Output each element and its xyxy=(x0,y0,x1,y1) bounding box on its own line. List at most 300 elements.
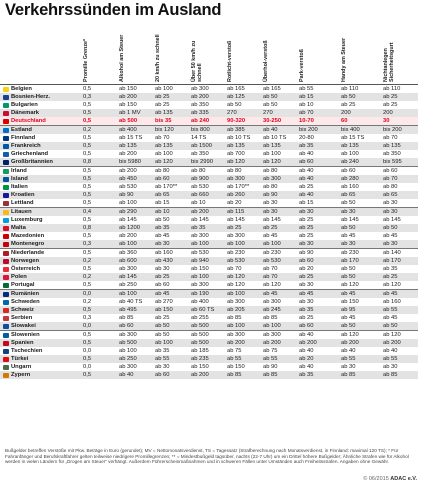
table-cell: ab 55 xyxy=(263,356,278,362)
table-cell: ab 25 xyxy=(299,233,314,239)
table-cell: 0,5 xyxy=(83,102,92,108)
table-cell: ab 600 xyxy=(119,258,137,264)
column-header xyxy=(341,22,351,84)
table-cell: ab 45 xyxy=(341,233,356,239)
table-cell: ab 530 xyxy=(191,184,209,190)
table-cell: ab 150 xyxy=(119,102,137,108)
table-cell: ab 85 xyxy=(263,372,278,378)
column-header xyxy=(119,22,129,84)
table-row xyxy=(0,355,418,363)
table-cell: ab 300 xyxy=(227,332,245,338)
table-cell: ab 30 xyxy=(341,209,356,215)
table-cell: ab 70 xyxy=(155,135,170,141)
flag-icon xyxy=(3,152,9,157)
table-cell: ab 30 xyxy=(155,241,170,247)
copyright-text: © 06/2015 xyxy=(363,476,389,482)
table-cell: ab 100 xyxy=(263,241,281,247)
flag-icon xyxy=(3,365,9,370)
table-cell: ab 90 xyxy=(263,192,278,198)
table-cell: ab 50 xyxy=(341,200,356,206)
table-cell: ab 60 xyxy=(119,323,134,329)
table-cell: 0,3 xyxy=(83,241,92,247)
table-cell: ab 120 xyxy=(227,159,245,165)
table-cell: bis 5980 xyxy=(119,159,141,165)
table-row xyxy=(0,273,418,281)
table-cell: 0,2 xyxy=(83,258,92,264)
column-header-label: Über 50 km/h zu schnell xyxy=(191,40,203,82)
table-cell: ab 495 xyxy=(119,307,137,313)
table-cell: ab 300 xyxy=(119,266,137,272)
table-cell: ab 25 xyxy=(299,225,314,231)
table-cell: ab 30 xyxy=(383,364,398,370)
table-cell: ab 30 xyxy=(299,241,314,247)
table-row xyxy=(0,158,418,166)
table-cell: ab 300 xyxy=(263,299,281,305)
table-cell: ab 25 xyxy=(341,102,356,108)
table-cell: ab 60 xyxy=(155,372,170,378)
table-cell: ab 530 xyxy=(263,258,281,264)
table-cell: 30 xyxy=(383,118,390,124)
flag-icon xyxy=(3,373,9,378)
table-cell: ab 70 xyxy=(263,266,278,272)
country-name: Schweiz xyxy=(11,307,34,313)
table-cell: ab 185 xyxy=(191,348,209,354)
table-cell: ab 25 xyxy=(383,94,398,100)
country-name: Malta xyxy=(11,225,26,231)
country-name: Griechenland xyxy=(11,151,49,157)
flag-icon xyxy=(3,169,9,174)
table-cell: ab 170 xyxy=(341,258,359,264)
table-cell: ab 85 xyxy=(227,315,242,321)
table-cell: ab 100 xyxy=(263,151,281,157)
table-cell: ab 385 xyxy=(227,127,245,133)
table-cell: 0,5 xyxy=(83,192,92,198)
table-cell: 0,5 xyxy=(83,282,92,288)
table-cell: bis 595 xyxy=(383,159,402,165)
flag-icon xyxy=(3,87,9,92)
table-cell: 0,5 xyxy=(83,340,92,346)
country-name: Frankreich xyxy=(11,143,41,149)
table-row xyxy=(0,142,418,150)
table-row xyxy=(0,298,418,306)
table-cell: 0,5 xyxy=(83,135,92,141)
column-header xyxy=(299,22,309,84)
table-cell: ab 135 xyxy=(155,143,173,149)
table-cell: ab 430 xyxy=(155,258,173,264)
table-cell: ab 40 xyxy=(119,372,134,378)
table-row xyxy=(0,232,418,240)
table-cell: ab 25 xyxy=(383,102,398,108)
table-row xyxy=(0,207,418,216)
table-cell: ab 15 xyxy=(155,200,170,206)
table-cell: ab 30 xyxy=(263,200,278,206)
table-cell: 0,5 xyxy=(83,250,92,256)
table-cell: ab 200 xyxy=(119,94,137,100)
table-cell: ab 40 xyxy=(299,151,314,157)
table-cell: ab 100 xyxy=(119,348,137,354)
table-cell: ab 25 xyxy=(383,274,398,280)
flag-icon xyxy=(3,242,9,247)
table-cell: ab 450 xyxy=(119,176,137,182)
table-cell: 10-70 xyxy=(299,118,314,124)
table-cell: ab 55 xyxy=(155,356,170,362)
table-cell: ab 300 xyxy=(227,299,245,305)
table-cell: 0,5 xyxy=(83,143,92,149)
table-cell: ab 70 xyxy=(299,110,314,116)
table-cell: ab 95 xyxy=(341,307,356,313)
table-cell: ab 120 xyxy=(155,159,173,165)
table-cell: ab 55 xyxy=(341,356,356,362)
table-cell: ab 290 xyxy=(119,209,137,215)
table-cell: ab 500 xyxy=(191,340,209,346)
table-cell: ab 230 xyxy=(341,250,359,256)
table-cell: ab 25 xyxy=(299,274,314,280)
table-cell: ab 660 xyxy=(191,192,209,198)
table-cell: ab 530 xyxy=(227,258,245,264)
table-cell: ab 100 xyxy=(227,291,245,297)
table-cell: ab 200 xyxy=(191,94,209,100)
table-row xyxy=(0,93,418,101)
table-cell: ab 100 xyxy=(155,86,173,92)
column-header-label: Park-verstoß xyxy=(299,49,305,82)
table-cell: ab 500 xyxy=(191,323,209,329)
table-cell: ab 100 xyxy=(119,241,137,247)
table-row xyxy=(0,134,418,142)
table-cell: ab 145 xyxy=(341,217,359,223)
flag-icon xyxy=(3,177,9,182)
flag-icon xyxy=(3,111,9,116)
flag-icon xyxy=(3,283,9,288)
table-cell: bis 200 xyxy=(299,127,318,133)
table-cell: ab 25 xyxy=(155,315,170,321)
country-name: Slowakei xyxy=(11,323,36,329)
flag-icon xyxy=(3,210,9,215)
flag-icon xyxy=(3,316,9,321)
table-cell: ab 10 xyxy=(191,200,206,206)
table-cell: bis 400 xyxy=(341,127,360,133)
table-cell: ab 300 xyxy=(191,282,209,288)
table-cell: ab 300 xyxy=(191,86,209,92)
table-cell: ab 45 xyxy=(341,315,356,321)
table-cell: ab 30 xyxy=(263,209,278,215)
table-cell: ab 45 xyxy=(383,315,398,321)
table-cell: ab 10 TS xyxy=(227,135,251,141)
table-row xyxy=(0,289,418,298)
table-cell: ab 120 xyxy=(383,332,401,338)
column-header-label: Promille Grenze* xyxy=(83,38,89,82)
table-cell: ab 25 xyxy=(155,102,170,108)
table-cell: ab 35 xyxy=(191,225,206,231)
table-cell: ab 150 xyxy=(191,266,209,272)
table-cell: ab 115 xyxy=(227,209,245,215)
table-cell: ab 50 xyxy=(383,225,398,231)
table-cell: 270 xyxy=(263,110,273,116)
table-cell: ab 150 xyxy=(119,86,137,92)
flag-icon xyxy=(3,136,9,141)
table-cell: ab 35 xyxy=(155,225,170,231)
table-cell: 30-250 xyxy=(263,118,282,124)
table-row xyxy=(0,363,418,371)
table-cell: ab 1200 xyxy=(119,225,140,231)
table-cell: ab 40 xyxy=(299,192,314,198)
flag-icon xyxy=(3,234,9,239)
flag-icon xyxy=(3,193,9,198)
table-cell: ab 145 xyxy=(383,217,401,223)
country-name: Serbien xyxy=(11,315,33,321)
table-cell: ab 25 xyxy=(299,184,314,190)
table-cell: ab 40 TS xyxy=(119,299,143,305)
table-cell: ab 25 xyxy=(263,225,278,231)
table-cell: ab 1 MV xyxy=(119,110,141,116)
table-row xyxy=(0,306,418,314)
table-cell: ab 45 xyxy=(341,291,356,297)
table-cell: ab 300 xyxy=(263,332,281,338)
table-cell: ab 40 xyxy=(299,364,314,370)
table-cell: ab 30 xyxy=(299,282,314,288)
table-row xyxy=(0,150,418,158)
table-cell: ab 300 xyxy=(119,332,137,338)
table-cell: ab 100 xyxy=(155,151,173,157)
table-cell: ab 70 xyxy=(383,135,398,141)
flag-icon xyxy=(3,185,9,190)
table-cell: ab 60 xyxy=(383,168,398,174)
table-cell: ab 50 xyxy=(341,94,356,100)
table-cell: ab 45 xyxy=(383,233,398,239)
table-cell: bis 200 xyxy=(383,127,402,133)
table-cell: 60 xyxy=(341,118,348,124)
table-cell: ab 300 xyxy=(263,176,281,182)
country-name: Zypern xyxy=(11,372,31,378)
table-cell: 0,5 xyxy=(83,332,92,338)
column-header xyxy=(383,22,393,84)
table-cell: ab 205 xyxy=(227,307,245,313)
table-cell: 0,5 xyxy=(83,110,92,116)
table-cell: ab 80 xyxy=(191,168,206,174)
table-cell: ab 200 xyxy=(341,340,359,346)
column-header-label: Überhol-verstoß xyxy=(263,40,269,82)
table-cell: ab 20 xyxy=(299,266,314,272)
flag-icon xyxy=(3,357,9,362)
table-cell: ab 200 xyxy=(383,340,401,346)
table-cell: ab 150 xyxy=(227,364,245,370)
table-cell: 0,5 xyxy=(83,200,92,206)
fines-table xyxy=(0,85,418,379)
country-name: Polen xyxy=(11,274,27,280)
table-cell: ab 100 xyxy=(227,323,245,329)
table-cell: 20-80 xyxy=(299,135,314,141)
column-header xyxy=(83,22,93,84)
table-cell: ab 250 xyxy=(119,282,137,288)
table-cell: ab 40 xyxy=(299,168,314,174)
table-cell: ab 230 xyxy=(227,250,245,256)
table-cell: ab 40 xyxy=(299,348,314,354)
table-cell: 0,4 xyxy=(83,209,92,215)
country-name: Spanien xyxy=(11,340,34,346)
table-cell: ab 45 xyxy=(299,291,314,297)
table-cell: ab 50 xyxy=(155,323,170,329)
table-cell: ab 40 xyxy=(263,127,278,133)
country-name: Slowenien xyxy=(11,332,40,338)
table-cell: ab 135 xyxy=(263,143,281,149)
table-cell: ab 60 xyxy=(299,323,314,329)
table-cell: ab 240 xyxy=(191,118,210,124)
table-cell: ab 150 xyxy=(341,299,359,305)
table-cell: ab 30 xyxy=(155,266,170,272)
country-name: Norwegen xyxy=(11,258,40,264)
table-cell: ab 35 xyxy=(299,372,314,378)
table-cell: ab 15 TS xyxy=(119,135,143,141)
table-cell: 0,3 xyxy=(83,315,92,321)
table-cell: ab 15 TS xyxy=(341,135,365,141)
table-cell: ab 10 xyxy=(155,209,170,215)
table-cell: ab 30 xyxy=(299,299,314,305)
column-header xyxy=(263,22,273,84)
table-cell: ab 200 xyxy=(119,151,137,157)
table-cell: 0,5 xyxy=(83,233,92,239)
table-cell: ab 85 xyxy=(341,372,356,378)
table-cell: ab 25 xyxy=(299,315,314,321)
table-cell: ab 100 xyxy=(263,323,281,329)
table-cell: 0,5 xyxy=(83,307,92,313)
column-header xyxy=(191,22,201,84)
country-name: Türkei xyxy=(11,356,29,362)
table-cell: ab 100 xyxy=(227,241,245,247)
table-cell: ab 120 xyxy=(263,282,281,288)
table-cell: ab 165 xyxy=(263,86,281,92)
flag-icon xyxy=(3,275,9,280)
table-cell: 0,2 xyxy=(83,127,92,133)
table-cell: ab 170** xyxy=(227,184,250,190)
table-cell: ab 120 xyxy=(341,282,359,288)
country-name: Rumänien xyxy=(11,291,40,297)
country-name: Kroatien xyxy=(11,192,35,198)
table-cell: ab 50 xyxy=(383,323,398,329)
flag-icon xyxy=(3,103,9,108)
table-cell: ab 75 xyxy=(263,348,278,354)
table-cell: 0,0 xyxy=(83,348,92,354)
table-cell: ab 150 xyxy=(155,307,173,313)
column-header-label: Alkohol am Steuer xyxy=(119,34,125,82)
table-cell: ab 55 xyxy=(383,307,398,313)
table-cell: ab 25 xyxy=(227,225,242,231)
table-cell: ab 60 xyxy=(299,258,314,264)
table-cell: ab 65 xyxy=(155,192,170,198)
flag-icon xyxy=(3,324,9,329)
flag-icon xyxy=(3,259,9,264)
table-cell: ab 940 xyxy=(191,258,209,264)
table-cell: ab 85 xyxy=(227,372,242,378)
table-cell: ab 120 xyxy=(227,274,245,280)
table-cell: ab 230 xyxy=(263,250,281,256)
table-row xyxy=(0,248,418,257)
country-name: Portugal xyxy=(11,282,35,288)
table-row xyxy=(0,265,418,273)
table-cell: 0,2 xyxy=(83,274,92,280)
table-cell: 200 xyxy=(383,110,393,116)
country-name: Mazedonien xyxy=(11,233,45,239)
table-cell: ab 1500 xyxy=(191,143,212,149)
table-cell: ab 200 xyxy=(191,372,209,378)
table-cell: ab 200 xyxy=(227,340,245,346)
table-cell: ab 100 xyxy=(341,151,359,157)
table-cell: ab 350 xyxy=(191,151,209,157)
flag-icon xyxy=(3,128,9,133)
flag-icon xyxy=(3,267,9,272)
table-cell: ab 200 xyxy=(263,340,281,346)
table-cell: ab 45 xyxy=(263,291,278,297)
table-cell: 0,5 xyxy=(83,217,92,223)
flag-icon xyxy=(3,95,9,100)
table-cell: ab 125 xyxy=(227,94,245,100)
table-cell: 90-320 xyxy=(227,118,246,124)
table-cell: ab 45 xyxy=(155,233,170,239)
column-header-label: Nichtanlegen Sicherheitsgurt xyxy=(383,42,395,82)
table-cell: bis 120 xyxy=(155,127,174,133)
table-cell: 270 xyxy=(227,110,237,116)
table-cell: ab 70 xyxy=(263,274,278,280)
table-cell: ab 135 xyxy=(227,143,245,149)
table-cell: ab 90 xyxy=(263,364,278,370)
table-cell: ab 100 xyxy=(119,200,137,206)
table-cell: ab 40 xyxy=(341,348,356,354)
table-cell: ab 30 xyxy=(341,364,356,370)
table-cell: ab 65 xyxy=(383,192,398,198)
table-cell: ab 300 xyxy=(119,364,137,370)
table-row xyxy=(0,224,418,232)
table-row xyxy=(0,166,418,175)
table-cell: ab 65 xyxy=(341,192,356,198)
table-cell: ab 80 xyxy=(383,184,398,190)
table-cell: ab 25 xyxy=(155,94,170,100)
table-cell: ab 55 xyxy=(383,356,398,362)
table-cell: ab 530 xyxy=(119,184,137,190)
table-row xyxy=(0,371,418,379)
flag-icon xyxy=(3,333,9,338)
table-cell: ab 60 xyxy=(155,176,170,182)
table-row xyxy=(0,175,418,183)
table-cell: ab 25 xyxy=(155,274,170,280)
table-cell: ab 245 xyxy=(263,307,281,313)
country-name: Island xyxy=(11,176,28,182)
table-cell: ab 60 TS xyxy=(191,307,215,313)
table-cell: ab 260 xyxy=(227,192,245,198)
table-cell: ab 60 xyxy=(155,282,170,288)
table-cell: ab 500 xyxy=(119,118,138,124)
table-cell: ab 360 xyxy=(119,250,137,256)
table-cell: ab 85 xyxy=(119,315,134,321)
table-cell: ab 300 xyxy=(191,233,209,239)
table-cell: ab 350 xyxy=(191,102,209,108)
table-cell: ab 80 xyxy=(227,168,242,174)
column-header-label: Handy am Steuer xyxy=(341,37,347,82)
table-cell: 0,5 xyxy=(83,372,92,378)
table-cell: 0,5 xyxy=(83,86,92,92)
table-cell: ab 145 xyxy=(263,217,281,223)
table-cell: 0,5 xyxy=(83,168,92,174)
table-cell: ab 50 xyxy=(341,323,356,329)
column-header xyxy=(227,22,237,84)
table-cell: ab 70 xyxy=(227,266,242,272)
table-cell: ab 900 xyxy=(191,176,209,182)
table-cell: ab 700 xyxy=(227,151,245,157)
country-name: Tschechien xyxy=(11,348,43,354)
flag-icon xyxy=(3,349,9,354)
flag-icon xyxy=(3,160,9,165)
table-cell: ab 25 xyxy=(299,217,314,223)
table-row xyxy=(0,101,418,109)
table-cell: ab 280 xyxy=(341,176,359,182)
table-cell: ab 120 xyxy=(263,159,281,165)
